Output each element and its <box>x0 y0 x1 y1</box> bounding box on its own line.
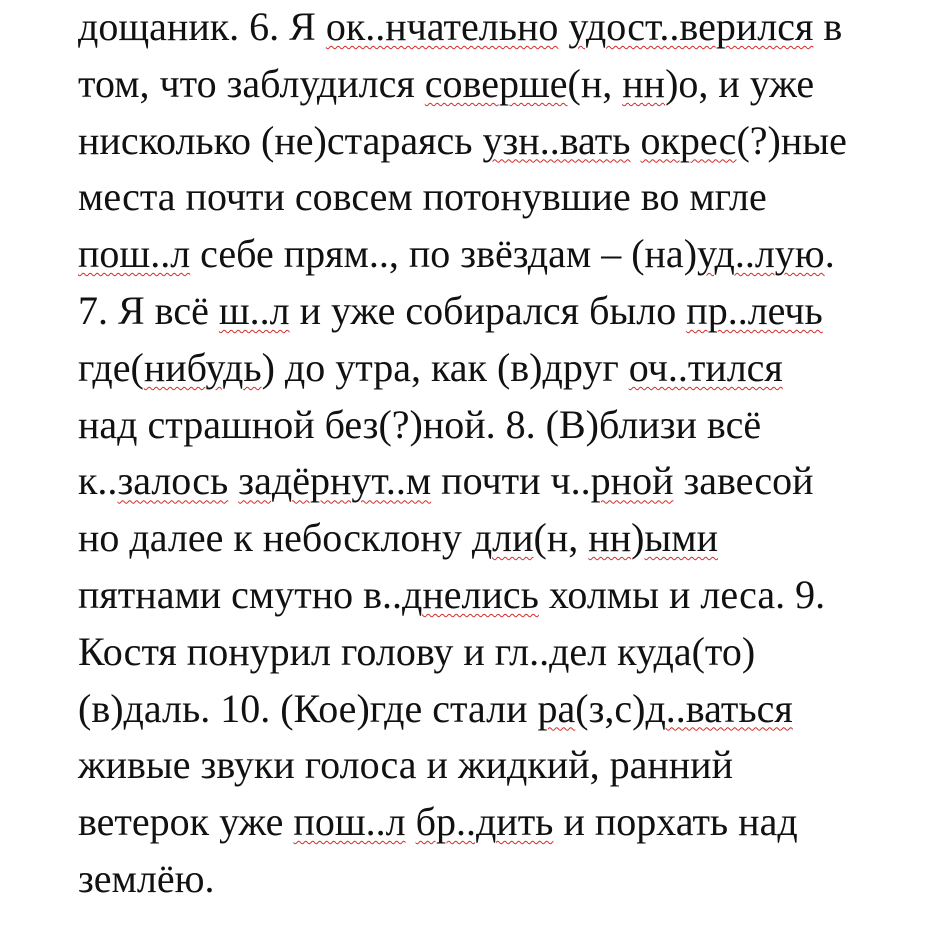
spellcheck-flagged-word: ыми <box>644 515 719 561</box>
text-line <box>78 169 928 226</box>
spellcheck-flagged-word: днелись <box>402 571 539 617</box>
text-segment: землёю. <box>78 855 215 901</box>
spellcheck-flagged-word: д..ваться <box>645 685 793 731</box>
text-segment: (н, <box>567 60 623 106</box>
text-segment: к.. <box>78 458 118 504</box>
spellcheck-flagged-word: нн <box>622 60 666 106</box>
text-line <box>78 851 928 908</box>
text-segment: места почти совсем потонувшие во мгле <box>78 174 767 220</box>
spellcheck-flagged-word: пош..л <box>293 799 406 845</box>
spellcheck-flagged-word: ок..нчательно <box>325 4 559 49</box>
spellcheck-flagged-word: узн..вать <box>482 117 631 163</box>
text-segment: почти ч.. <box>431 458 591 504</box>
text-line <box>78 226 928 283</box>
text-segment: пятнами смутно в.. <box>78 571 403 617</box>
spellcheck-flagged-word: бр..дить <box>415 799 554 845</box>
spellcheck-flagged-word: задёрнут..м <box>238 458 432 504</box>
text-segment: (в)даль. 10. (Кое)где стали <box>78 685 538 731</box>
text-segment: и порхать над <box>553 799 798 845</box>
text-segment: )о, и уже <box>665 60 815 106</box>
text-line <box>78 56 928 113</box>
text-line <box>78 737 928 794</box>
text-segment <box>631 118 641 163</box>
text-segment: ) до утра, как (в)друг <box>261 344 629 390</box>
text-line <box>78 453 928 510</box>
spellcheck-flagged-word: пр..лечь <box>686 287 823 333</box>
text-segment: завесой <box>673 458 814 504</box>
spellcheck-flagged-word: пош..л <box>78 231 191 277</box>
spellcheck-flagged-word: оч..тился <box>628 344 783 390</box>
spellcheck-flagged-word: ш..л <box>218 287 290 333</box>
text-segment: в <box>813 4 843 49</box>
text-segment: холмы и леса. 9. <box>538 571 826 617</box>
text-line <box>78 283 928 340</box>
spellcheck-flagged-word: ра <box>537 685 576 731</box>
spellcheck-flagged-word: нибудь <box>143 344 262 390</box>
spellcheck-flagged-word: рной <box>590 458 674 504</box>
text-line <box>78 681 928 738</box>
text-segment: где( <box>78 344 144 390</box>
spellcheck-flagged-word: нн <box>588 515 632 561</box>
text-segment: дощаник. 6. Я <box>78 4 326 49</box>
text-segment: себе прям.., по звёздам – (на) <box>190 231 698 277</box>
text-segment: ) <box>631 515 645 561</box>
text-segment: (?)ные <box>736 117 847 163</box>
text-line <box>78 397 928 454</box>
text-line <box>78 0 928 56</box>
spellcheck-flagged-word: уд..лую <box>697 231 825 277</box>
text-line <box>78 510 928 567</box>
text-segment: над страшной без(?)ной. 8. (В)близи всё <box>78 401 762 447</box>
text-segment: нисколько (не)стараясь <box>78 117 483 163</box>
text-segment <box>406 799 416 844</box>
text-segment: (н, <box>533 515 589 561</box>
text-segment: 7. Я всё <box>78 287 219 333</box>
text-segment: ветерок уже <box>78 799 294 845</box>
text-segment <box>228 458 238 503</box>
text-line <box>78 624 928 681</box>
spellcheck-flagged-word: окрес <box>640 117 737 163</box>
spellcheck-flagged-word: соверше <box>424 60 568 106</box>
text-segment: . <box>824 231 835 277</box>
text-segment: Костя понурил голову и гл..дел куда(то) <box>78 628 756 674</box>
text-segment: и уже собирался было <box>289 287 687 333</box>
text-line <box>78 113 928 170</box>
text-line <box>78 794 928 851</box>
text-line <box>78 567 928 624</box>
text-segment: но далее к небосклону <box>78 515 472 561</box>
spellcheck-flagged-word: удост..верился <box>568 4 814 49</box>
text-segment <box>558 4 568 49</box>
text-segment: (з,с) <box>575 685 646 731</box>
spellcheck-flagged-word: дли <box>471 515 534 561</box>
text-segment: том, что заблудился <box>78 60 425 106</box>
text-line <box>78 340 928 397</box>
spellcheck-flagged-word: залось <box>117 458 229 504</box>
text-segment: живые звуки голоса и жидкий, ранний <box>78 742 733 788</box>
document-text <box>78 0 928 908</box>
